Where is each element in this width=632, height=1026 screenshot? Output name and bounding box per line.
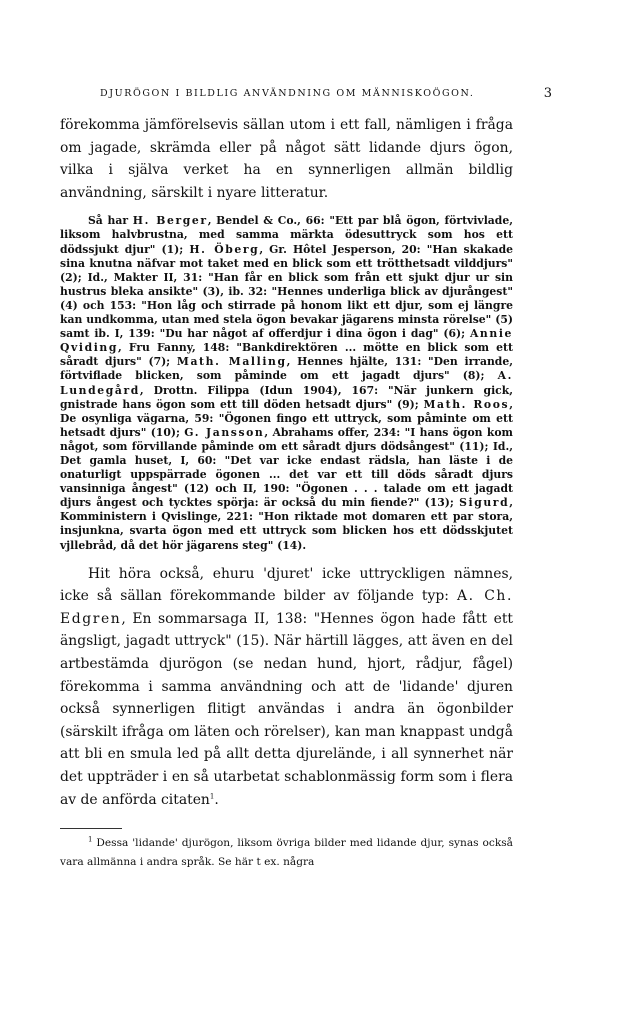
author-name: Sigurd xyxy=(459,496,510,510)
footnote xyxy=(60,834,513,872)
paragraph-intro: förekomma jämförelsevis sällan utom i ett fall, nämligen i fråga om jagade, skrämda eller på något sätt lidande djurs ögon, vilka i själva verket ha en synnerligen allmän bildlig användning, särskilt i nyare litteratur. xyxy=(60,117,513,201)
running-title: DJURÖGON I BILDLIG ANVÄNDNING OM MÄNNISKOÖGON. xyxy=(100,88,475,99)
footnote-divider xyxy=(60,828,122,829)
author-name: Annie Qviding xyxy=(60,327,513,355)
footnote-mark: 1 xyxy=(88,835,93,844)
author-name: G. Jansson xyxy=(184,425,265,439)
author-name: H. Öberg xyxy=(189,242,260,256)
quotes-block: Så har H. Berger, Bendel & Co., 66: "Ett par blå ögon, förtvivlade, liksom halvbrustna, med samma märkta ödesuttryck som hos ett dödssjukt djur" (1); H. Öberg, Gr. Hôtel Jesperson, 20: "Han skakade sina knutna näfvar mot taket med en blick som ett trötthetsadt vilddjurs" (2); Id., Makter II, 31: "Han får en blick som från ett sjukt djur ur sin hustrus bleka ansikte" (3), ib. 32: "Hennes underliga blick av djurångest" (4) och 153: "Hon låg och stirrade på honom likt ett djur, som ej längre kan undkomma, utan med stela ögon bevakar jägarens minsta rörelse" (5) samt ib. I, 139: "Du har något af offerdjur i dina ögon i dag" (6); Annie Qviding, Fru Fanny, 148: "Bankdirektören ... mötte en blick som ett såradt djurs" (7); Math. Malling, Hennes hjälte, 131: "Den irrande, förtviflade blicken, som påminde om ett jagadt djurs" (8); A. Lundegård, Drottn. Filippa (Idun 1904), 167: "När junkern gick, gnistrade hans ögon som ett till döden hetsadt djurs" (9); Math. Roos, De osynliga vägarna, 59: "Ögonen fingo ett uttryck, som påminte om ett hetsadt djurs" (10); G. Jansson, Abrahams offer, 234: "I hans ögon kom något, som förvillande påminde om ett såradt djurs dödsångest" (11); Id., Det gamla huset, I, 60: "Det var icke endast rädsla, han läste i de onaturligt uppspärrade ögonen ... det var ett till döds såradt djurs vansinniga ångest" (12) och II, 190: "Ögonen . . . talade om ett jagadt djurs ångest och tycktes spörja: är också du min fiende?" (13); Sigurd, Komministern i Qvislinge, 221: "Hon riktade mot domaren ett par stora, insjunkna, svarta ögon med ett uttryck som blicken hos ett dödsskjutet vjllebråd, då det hör jägarens steg" (14). xyxy=(60,214,513,552)
footnote-text: Dessa 'lidande' djurögon, liksom övriga bilder med lidande djur, synas också vara allmänna i andra språk. Se här t ex. några xyxy=(60,837,513,868)
author-name: A. Ch. Edgren xyxy=(60,588,513,627)
author-name: A. Lundegård xyxy=(60,369,513,397)
page-header xyxy=(60,88,552,106)
paragraph-main: Hit höra också, ehuru 'djuret' icke uttryckligen nämnes, icke så sällan förekommande bilder av följande typ: A. Ch. Edgren, En sommarsaga II, 138: "Hennes ögon hade fått ett ängsligt, jagadt uttryck" (15). När härtill lägges, att även en del artbestämda djurögon (se nedan hund, hjort, rådjur, fågel) förekomma i samma användning och att de 'lidande' djuren också synnerligen flitigt användas i andra än ögonbilder (särskilt ifråga om läten och rörelser), kan man knappast undgå att bli en smula led på allt detta djureländе, i all synnerhet när det uppträder i en så utarbetat schablonmässig form som i flera av de anförda citaten$^1$. xyxy=(60,565,513,808)
footnote-reference[interactable]: 1 xyxy=(209,791,215,800)
page-body xyxy=(60,114,513,811)
author-name: Math. Roos xyxy=(423,397,510,411)
page-number: 3 xyxy=(543,86,552,101)
author-name: Math. Malling xyxy=(176,355,287,369)
author-name: H. Berger xyxy=(132,214,208,228)
